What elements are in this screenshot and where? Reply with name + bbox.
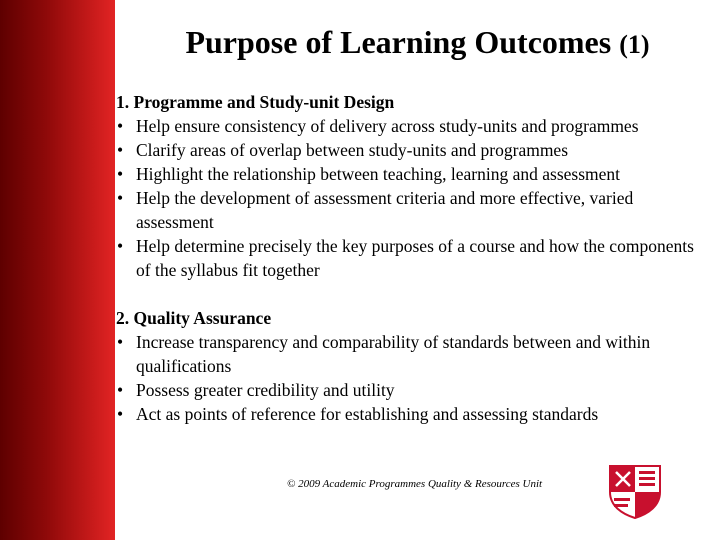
bullet-marker: • xyxy=(117,236,124,256)
list-item: • Help ensure consistency of delivery across study-units and programmes xyxy=(117,116,639,136)
list-item: • Clarify areas of overlap between study-units and programmes xyxy=(117,140,569,160)
bullet-marker: • xyxy=(117,332,124,352)
list-item: • Help the development of assessment criteria and more effective, varied assessment xyxy=(117,188,634,232)
slide-title xyxy=(115,24,720,61)
slide-body xyxy=(116,90,720,426)
bullet-marker: • xyxy=(117,116,124,136)
title-suffix: (1) xyxy=(619,30,650,59)
bullet-marker: • xyxy=(117,380,124,400)
title-main: Purpose of Learning Outcomes xyxy=(185,24,612,60)
section-heading-quality: 2. Quality Assurance xyxy=(116,308,272,328)
list-item: • Highlight the relationship between teaching, learning and assessment xyxy=(117,164,621,184)
bullet-marker: • xyxy=(117,404,124,424)
list-item: • Increase transparency and comparability of standards between and within qualifications xyxy=(117,332,651,376)
university-crest-icon xyxy=(606,462,664,520)
list-item: • Help determine precisely the key purposes of a course and how the components of the syllabus fit together xyxy=(117,236,694,280)
section-heading-design: 1. Programme and Study-unit Design xyxy=(116,92,395,112)
list-item: • Possess greater credibility and utility xyxy=(117,380,395,400)
decorative-sidebar xyxy=(0,0,115,540)
copyright-footer: © 2009 Academic Programmes Quality & Resources Unit xyxy=(287,478,543,490)
bullet-marker: • xyxy=(117,140,124,160)
bullet-marker: • xyxy=(117,164,124,184)
bullet-marker: • xyxy=(117,188,124,208)
list-item: • Act as points of reference for establishing and assessing standards xyxy=(117,404,599,424)
